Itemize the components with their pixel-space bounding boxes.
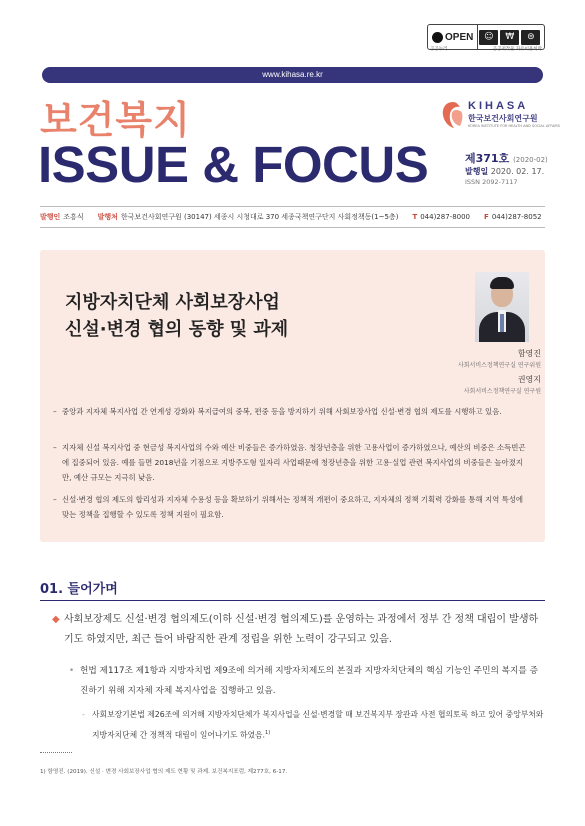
footnote: 1) 함영진. (2019). 신설 · 변경 사회보장사업 협의 제도 현황 및 과제. 보건복지포럼, 제277호, 6-17. [40, 769, 288, 775]
publisher-info [40, 206, 545, 228]
author2-role: 사회서비스정책연구실 연구원 [463, 388, 541, 395]
license-caption: 공공누리 공공저작물 자유이용허락 [430, 47, 542, 52]
author2-name: 권영지 [517, 375, 541, 384]
author1-role: 사회서비스정책연구실 연구위원 [457, 362, 541, 369]
publishing-org: 발행처 한국보건사회연구원 (30147) 세종시 시청대로 370 세종국책연구단지 사회정책동(1~5층) [97, 213, 399, 221]
publisher: 발행인 조흥식 [40, 213, 84, 221]
kihasa-emblem-icon [440, 100, 466, 130]
open-label: OPEN [428, 25, 478, 49]
publication-date: 발행일 2020. 02. 17. [465, 167, 545, 176]
footnote-divider [40, 752, 72, 753]
issn: ISSN 2092-7117 [465, 178, 518, 186]
logo-korean-name: 한국보건사회연구원 [468, 114, 538, 123]
kihasa-logo [440, 100, 561, 132]
dot-bullet-icon: • [69, 666, 75, 676]
attribution-icon: ☺ [479, 30, 498, 45]
fax: F 044)287-8052 [484, 213, 542, 221]
no-derivatives-icon: ⊜ [521, 30, 540, 45]
dash-bullet-icon: - [82, 710, 85, 719]
summary-bullet-1: – 중앙과 지자체 복지사업 간 연계성 강화와 복지급여의 중복, 편중 등을 방지하기 위해 사회보장사업 신설·변경 협의 제도를 시행하고 있음. [53, 407, 502, 416]
title-korean: 보건복지 [40, 98, 191, 142]
logo-wordmark: KIHASA [468, 100, 529, 112]
noncommercial-icon: ₩ [500, 30, 519, 45]
author-photo [475, 272, 529, 342]
author1-name: 함영진 [517, 349, 541, 358]
summary-bullet-2: – 지자체 신설 복지사업 중 현금성 복지사업의 수와 예산 비중들은 증가하였음. 청장년층을 위한 고용사업이 증가하였으나, 예산의 비중은 소득빈곤에 집중되어 있음. 예를 들면 2018년을 기점으로 지방주도형 일자리 사업때문에 청장년층을 위한 고용·실업 관련 복지사업의 비중들은 높아졌지만, 예산 규모는 지극히 낮음. [53, 443, 526, 482]
paragraph-subsub: - 사회보장기본법 제26조에 의거해 지방자치단체가 복지사업을 신설·변경할 때 보건복지부 장관과 사전 협의토록 하고 있어 중앙부처와 지방자치단체 간 정책적 대립이 일어나기도 하였음.$^{1)}$ [92, 706, 546, 745]
title-english: ISSUE & FOCUS [38, 136, 429, 193]
footnote-ref[interactable]: 1) [265, 730, 271, 736]
telephone: T 044)287-8000 [412, 213, 471, 221]
paragraph-main: ◆ 사회보장제도 신설·변경 협의제도(이하 신설·변경 협의제도)를 운영하는 과정에서 정부 간 정책 대립이 발생하기도 하였지만, 최근 들어 바람직한 관계 정립을 위한 노력이 강구되고 있음. [64, 610, 546, 650]
diamond-bullet-icon: ◆ [52, 614, 60, 625]
logo-english-name: KOREA INSTITUTE FOR HEALTH AND SOCIAL AFFAIRS [468, 124, 561, 128]
paragraph-sub: • 헌법 제117조 제1항과 지방자치법 제9조에 의거해 지방자치제도의 본질과 지방자치단체의 핵심 기능인 주민의 복지를 증진하기 위해 지자체 자체 복지사업을 집행하고 있음. [80, 661, 546, 701]
url-bar[interactable]: www.kihasa.re.kr [42, 67, 543, 83]
section-heading: 01. 들어가며 [40, 582, 118, 597]
issue-number: 제371호 (2020-02) [465, 152, 548, 165]
summary-bullet-3: – 신설·변경 협의 제도의 합리성과 지자체 수용성 등을 확보하기 위해서는 정책적 개편이 중요하고, 지자체의 정책 기획력 강화를 통해 지역 특성에 맞는 정책을 집행할 수 있도록 정책 지원이 필요함. [53, 495, 524, 519]
open-circle-icon [432, 32, 443, 43]
report-title: 지방자치단체 사회보장사업 신설·변경 협의 동향 및 과제 [65, 292, 289, 340]
section-divider [40, 600, 545, 601]
